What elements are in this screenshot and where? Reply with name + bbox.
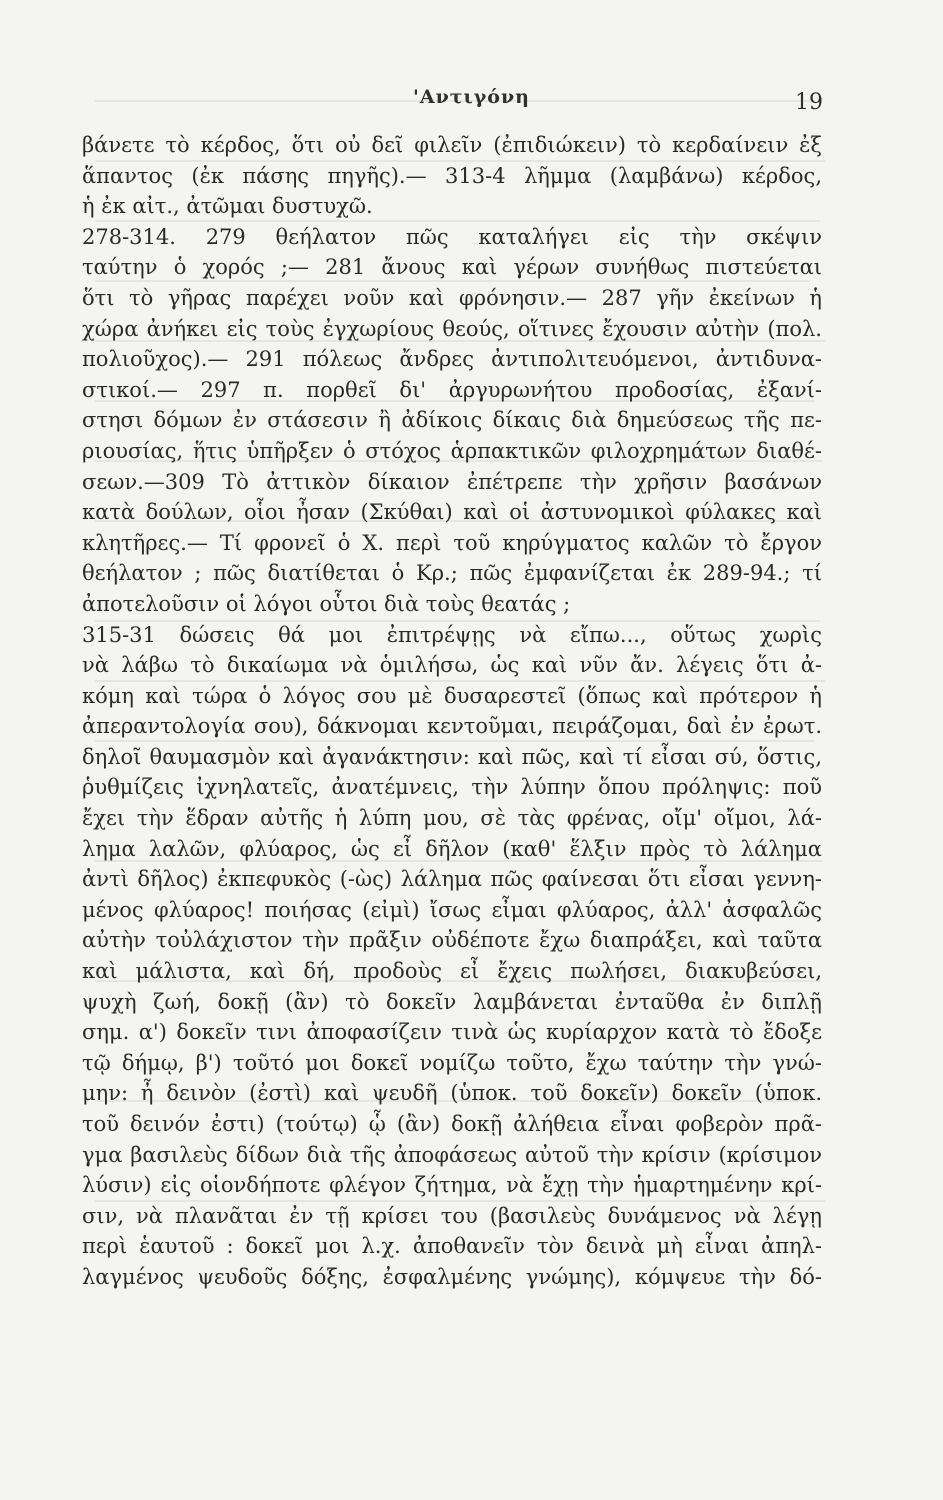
text-line: ψυχὴ ζωή, δοκῇ (ἂν) τὸ δοκεῖν λαμβάνεται ἐνταῦθα ἐν διπλῇ (82, 989, 822, 1014)
running-header-title: 'Αντιγόνη (413, 86, 530, 108)
text-line: ἀποτελοῦσιν οἱ λόγοι οὗτοι διὰ τοὺς θεατάς ; (82, 591, 571, 616)
text-line: μένος φλύαρος! ποιήσας (εἰμὶ) ἴσως εἶμαι φλύαρος, ἀλλ' ἀσφαλῶς (82, 897, 822, 922)
text-line: τῷ δήμῳ, β') τοῦτό μοι δοκεῖ νομίζω τοῦτο, ἔχω ταύτην τὴν γνώ- (82, 1050, 822, 1075)
text-line: λημα λαλῶν, φλύαρος, ὡς εἶ δῆλον (καθ' ἕλξιν πρὸς τὸ λάλημα (82, 836, 822, 861)
page-number: 19 (795, 90, 823, 115)
text-line: ῥυθμίζεις ἰχνηλατεῖς, ἀνατέμνεις, τὴν λύπην ὅπου πρόληψις: ποῦ (82, 775, 822, 800)
text-line: σιν, νὰ πλανᾶται ἐν τῇ κρίσει του (βασιλεὺς δυνάμενος νὰ λέγῃ (82, 1203, 822, 1228)
text-line: ἀντὶ δῆλος) ἐκπεφυκὸς (-ὼς) λάλημα πῶς φαίνεσαι ὅτι εἶσαι γεννη- (82, 867, 822, 892)
text-line: ριουσίας, ἥτις ὑπῆρξεν ὁ στόχος ἁρπακτικῶν φιλοχρημάτων διαθέ- (82, 438, 822, 463)
text-line: σεων.—309 Τὸ ἀττικὸν δίκαιον ἐπέτρεπε τὴν χρῆσιν βασάνων (82, 469, 822, 494)
text-line: αὐτὴν τοὐλάχιστον τὴν πρᾶξιν οὐδέποτε ἔχω διαπράξει, καὶ ταῦτα (82, 928, 822, 953)
text-line: ἀπεραντολογία σου), δάκνομαι κεντοῦμαι, πειράζομαι, δαὶ ἐν ἐρωτ. (82, 714, 822, 739)
text-line: περὶ ἑαυτοῦ : δοκεῖ μοι λ.χ. ἀποθανεῖν τὸν δεινὰ μὴ εἶναι ἀπηλ- (82, 1234, 822, 1259)
text-line: δηλοῖ θαυμασμὸν καὶ ἀγανάκτησιν: καὶ πῶς, καὶ τί εἶσαι σύ, ὅστις, (82, 744, 822, 769)
section-heading-line: 278-314. 279 θεήλατον πῶς καταλήγει εἰς τὴν σκέψιν (82, 224, 822, 249)
text-line: στικοί.— 297 π. πορθεῖ δι' ἀργυρωνήτου προδοσίας, ἐξανί- (82, 377, 822, 402)
text-line: ταύτην ὁ χορός ;— 281 ἄνους καὶ γέρων συνήθως πιστεύεται (82, 255, 822, 280)
text-line: λύσιν) εἰς οἱονδήποτε φλέγον ζήτημα, νὰ ἔχῃ τὴν ἡμαρτημένην κρί- (82, 1173, 822, 1198)
text-line: νὰ λάβω τὸ δικαίωμα νὰ ὁμιλήσω, ὡς καὶ νῦν ἄν. λέγεις ὅτι ἀ- (82, 653, 822, 678)
text-line: θεήλατον ; πῶς διατίθεται ὁ Κρ.; πῶς ἐμφανίζεται ἐκ 289-94.; τί (82, 561, 822, 586)
text-line: γμα βασιλεὺς δίδων διὰ τῆς ἀποφάσεως αὐτοῦ τὴν κρίσιν (κρίσιμον (82, 1142, 822, 1167)
text-line: χώρα ἀνήκει εἰς τοὺς ἐγχωρίους θεούς, οἵτινες ἔχουσιν αὐτὴν (πολ. (82, 316, 822, 341)
body-text (82, 130, 822, 1293)
text-line: κόμη καὶ τώρα ὁ λόγος σου μὲ δυσαρεστεῖ (ὅπως καὶ πρότερον ἡ (82, 683, 822, 708)
text-line: καὶ μάλιστα, καὶ δή, προδοὺς εἶ ἔχεις πωλήσει, διακυβεύσει, (82, 959, 822, 984)
text-line: κλητῆρες.— Τί φρονεῖ ὁ Χ. περὶ τοῦ κηρύγματος καλῶν τὸ ἔργον (82, 530, 822, 555)
text-line: λαγμένος ψευδοῦς δόξης, ἐσφαλμένης γνώμης), κόμψευε τὴν δό- (82, 1264, 822, 1289)
text-line: μην: ἦ δεινὸν (ἐστὶ) καὶ ψευδῆ (ὑποκ. τοῦ δοκεῖν) δοκεῖν (ὑποκ. (82, 1081, 822, 1106)
text-line: τοῦ δεινόν ἐστι) (τούτῳ) ᾧ (ἂν) δοκῇ ἀλήθεια εἶναι φοβερὸν πρᾶ- (82, 1112, 822, 1136)
text-line: ἡ ἐκ αἰτ., ἀτῶμαι δυστυχῶ. (82, 194, 373, 219)
text-line: πολιοῦχος).— 291 πόλεως ἄνδρες ἀντιπολιτευόμενοι, ἀντιδυνα- (82, 347, 822, 372)
text-line: στησι δόμων ἐν στάσεσιν ἢ ἀδίκοις δίκαις διὰ δημεύσεως τῆς πε- (82, 408, 822, 433)
text-line: ὅτι τὸ γῆρας παρέχει νοῦν καὶ φρόνησιν.— 287 γῆν ἐκείνων ἡ (82, 285, 822, 310)
section-heading-line: 315-31 δώσεις θά μοι ἐπιτρέψῃς νὰ εἴπω..., οὕτως χωρὶς (82, 622, 822, 647)
text-line: σημ. α') δοκεῖν τινι ἀποφασίζειν τινὰ ὡς κυρίαρχον κατὰ τὸ ἔδοξε (82, 1020, 822, 1045)
text-line: ἅπαντος (ἐκ πάσης πηγῆς).— 313-4 λῆμμα (λαμβάνω) κέρδος, (82, 163, 822, 188)
text-line: κατὰ δούλων, οἷοι ἦσαν (Σκύθαι) καὶ οἱ ἀστυνομικοὶ φύλακες καὶ (82, 500, 822, 525)
text-line: βάνετε τὸ κέρδος, ὅτι οὐ δεῖ φιλεῖν (ἐπιδιώκειν) τὸ κερδαίνειν ἐξ (82, 133, 822, 157)
text-line: ἔχει τὴν ἕδραν αὐτῆς ἡ λύπη μου, σὲ τὰς φρένας, οἴμ' οἴμοι, λά- (82, 806, 822, 831)
